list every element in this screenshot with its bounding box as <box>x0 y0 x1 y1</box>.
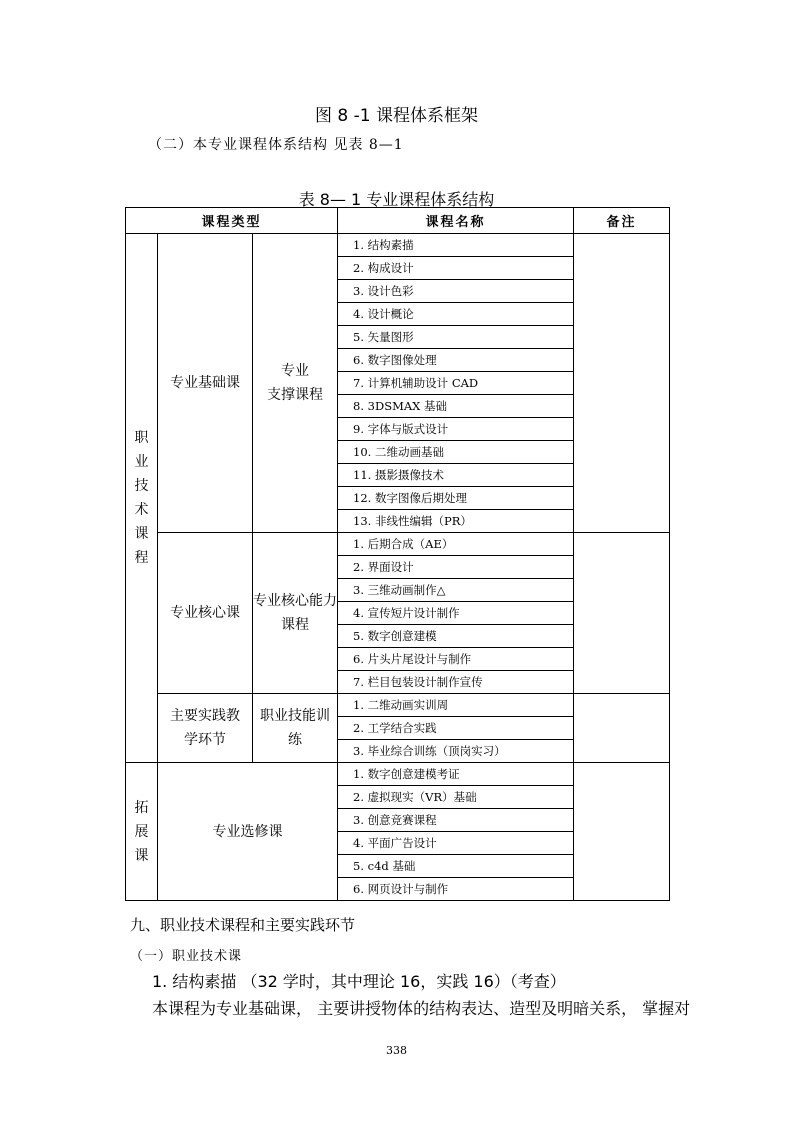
category-char: 职 <box>134 430 149 446</box>
group-core-sub <box>253 533 338 694</box>
note-cell <box>574 763 670 901</box>
figure-caption: 图 8 -1 课程体系框架 <box>315 106 478 126</box>
course-name: 12. 数字图像后期处理 <box>338 487 574 510</box>
category-char: 术 <box>134 502 149 518</box>
table-caption: 表 8— 1 专业课程体系结构 <box>298 190 495 209</box>
category-char: 程 <box>134 550 149 566</box>
group-practice-type-line: 学环节 <box>184 732 226 748</box>
group-practice-sub <box>253 694 338 763</box>
course-name: 6. 数字图像处理 <box>338 349 574 372</box>
course-structure-table <box>125 207 670 901</box>
course-name: 1. 后期合成（AE） <box>338 533 574 556</box>
group-practice-sub-line: 职业技能训 <box>260 708 331 724</box>
course-name: 13. 非线性编辑（PR） <box>338 510 574 533</box>
category-char: 技 <box>134 478 149 494</box>
group-practice-sub-line: 练 <box>288 732 303 748</box>
category-char: 课 <box>134 847 149 864</box>
course-name: 4. 平面广告设计 <box>338 832 574 855</box>
course-name: 6. 网页设计与制作 <box>338 878 574 901</box>
course-name: 1. 结构素描 <box>338 234 574 257</box>
course-name: 5. 矢量图形 <box>338 326 574 349</box>
header-course-name: 课程名称 <box>338 208 574 234</box>
course-name: 2. 界面设计 <box>338 556 574 579</box>
page-number: 338 <box>386 1044 407 1057</box>
group-core-sub-line: 专业核心能力 <box>253 593 338 609</box>
note-cell <box>574 533 670 694</box>
category-vocational <box>126 234 158 763</box>
header-course-type: 课程类型 <box>126 208 338 234</box>
section-subheading: （二）本专业课程体系结构 见表 8—1 <box>148 137 404 153</box>
course-name: 3. 毕业综合训练（顶岗实习） <box>338 740 574 763</box>
course-name: 9. 字体与版式设计 <box>338 418 574 441</box>
course-name: 10. 二维动画基础 <box>338 441 574 464</box>
course-name: 7. 计算机辅助设计 CAD <box>338 372 574 395</box>
header-note: 备注 <box>574 208 670 234</box>
category-extension <box>126 763 158 901</box>
group-basic-sub-line: 专业 <box>281 363 310 379</box>
group-basic-type: 专业基础课 <box>158 234 253 533</box>
group-basic-sub-line: 支撑课程 <box>267 387 324 403</box>
course-name: 5. 数字创意建模 <box>338 625 574 648</box>
course-name: 8. 3DSMAX 基础 <box>338 395 574 418</box>
group-core-type: 专业核心课 <box>158 533 253 694</box>
course-name: 2. 虚拟现实（VR）基础 <box>338 786 574 809</box>
group-practice-type <box>158 694 253 763</box>
course-name: 1. 数字创意建模考证 <box>338 763 574 786</box>
course-name: 3. 设计色彩 <box>338 280 574 303</box>
group-elective-type: 专业选修课 <box>158 763 338 901</box>
table-row <box>126 763 670 786</box>
course-name: 2. 构成设计 <box>338 257 574 280</box>
course-name: 4. 宣传短片设计制作 <box>338 602 574 625</box>
table-header-row <box>126 208 670 234</box>
group-core-sub-line: 课程 <box>281 617 310 633</box>
course-name: 1. 二维动画实训周 <box>338 694 574 717</box>
course-name: 5. c4d 基础 <box>338 855 574 878</box>
body-paragraph: 本课程为专业基础课， 主要讲授物体的结构表达、造型及明暗关系， 掌握对 <box>152 999 691 1018</box>
section-subheading-2: （一）职业技术课 <box>130 949 243 964</box>
category-char: 业 <box>134 454 149 470</box>
group-basic-sub <box>253 234 338 533</box>
course-name: 7. 栏目包装设计制作宣传 <box>338 671 574 694</box>
course-name: 4. 设计概论 <box>338 303 574 326</box>
course-item-heading: 1. 结构素描 （32 学时，其中理论 16，实践 16）（考查） <box>152 972 566 991</box>
category-char: 展 <box>134 823 149 840</box>
note-cell <box>574 234 670 533</box>
course-name: 3. 三维动画制作△ <box>338 579 574 602</box>
table-row <box>126 533 670 556</box>
course-name: 2. 工学结合实践 <box>338 717 574 740</box>
course-name: 6. 片头片尾设计与制作 <box>338 648 574 671</box>
category-char: 拓 <box>134 799 149 816</box>
course-name: 11. 摄影摄像技术 <box>338 464 574 487</box>
category-char: 课 <box>134 526 149 542</box>
group-practice-type-line: 主要实践教 <box>170 708 240 724</box>
section-heading: 九、职业技术课程和主要实践环节 <box>130 916 356 934</box>
table-row <box>126 694 670 717</box>
note-cell <box>574 694 670 763</box>
table-row <box>126 234 670 257</box>
course-name: 3. 创意竞赛课程 <box>338 809 574 832</box>
